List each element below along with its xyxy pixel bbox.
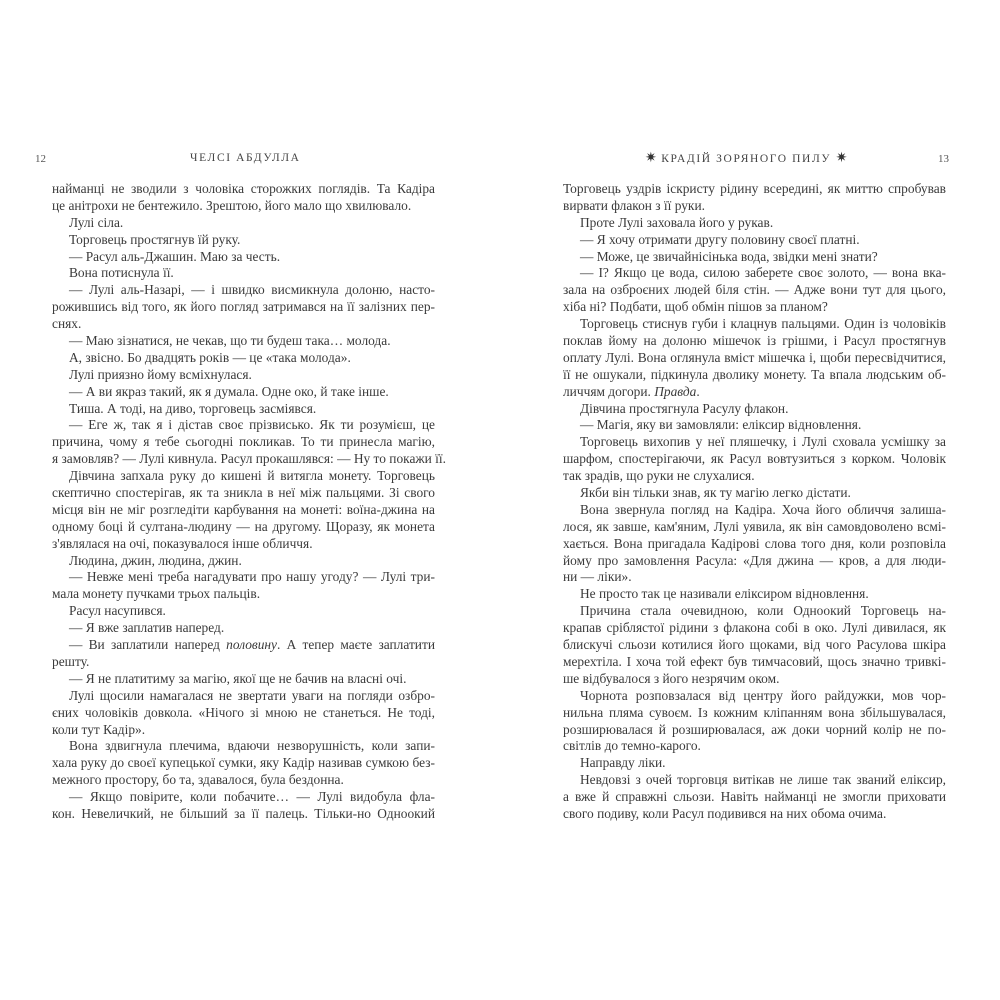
line-text: — Магія, яку ви замовляли: еліксир відновлення. <box>580 417 862 433</box>
text-line <box>563 282 946 299</box>
text-line <box>52 333 435 350</box>
text-line <box>563 502 946 519</box>
line-text: розширювалася й розширювалася, аж доки чорний колір не по- <box>563 721 946 737</box>
text-line <box>52 502 435 519</box>
line-text: личчям догори. <box>563 383 655 399</box>
line-text: Проте Лулі заховала його у рукав. <box>580 214 774 230</box>
text-line <box>563 350 946 367</box>
text-line <box>563 519 946 536</box>
line-text: а вже й справжні сльози. Навіть найманці не змогли приховати <box>563 789 946 805</box>
line-text: Торговець вихопив у неї пляшечку, і Лулі сховала усмішку за <box>580 434 946 450</box>
line-text: — Лулі аль-Назарі, — і швидко висмикнула долоню, насто- <box>69 282 435 298</box>
line-text: — Я вже заплатив наперед. <box>69 620 225 636</box>
line-text: кон. Невеличкий, не більший за її палець. Тільки-но Одноокий <box>52 805 435 821</box>
text-line <box>563 485 946 502</box>
line-text: решту. <box>52 653 90 669</box>
line-text: — Маю зізнатися, не чекав, що ти будеш така… молода. <box>69 333 391 349</box>
text-line <box>563 198 946 215</box>
line-text: Торговець стиснув губи і клацнув пальцями. Один із чоловіків <box>580 316 946 332</box>
line-text: шарфом, спостерігаючи, як Расул вовтузиться з корком. Чоловік <box>563 451 946 467</box>
text-line <box>52 772 435 789</box>
line-text: Лулі щосили намагалася не звертати уваги на погляди озбро- <box>69 687 435 703</box>
line-text: хіба ні? Подбати, щоб обмін пішов за планом? <box>563 299 828 315</box>
italic-word: половину <box>226 637 277 653</box>
running-head-text: КРАДІЙ ЗОРЯНОГО ПИЛУ <box>661 153 832 165</box>
line-text: межного простору, бо та, здавалося, була бездонна. <box>52 772 344 788</box>
line-text: йому про замовлення Расула: «Для джина — кров, а для люди- <box>563 552 946 568</box>
text-line <box>563 536 946 553</box>
line-text: так зрадів, що руки не слухалися. <box>563 468 755 484</box>
text-line <box>52 671 435 688</box>
text-line <box>52 536 435 553</box>
text-line <box>52 637 435 654</box>
line-text: найманці не зводили з чоловіка сторожких поглядів. Та Кадіра <box>52 181 435 196</box>
line-text: вирвати флакон з її руки. <box>563 197 705 213</box>
line-text: лося, як завше, кам'яним, Лулі уявила, як він самовдоволено всмі- <box>563 518 946 534</box>
line-text: це анітрохи не бентежило. Зрештою, його мало що хвилювало. <box>52 197 412 213</box>
text-line <box>52 485 435 502</box>
line-text: одному боці й султана-людину — на другому. Щоразу, як монета <box>52 518 435 534</box>
text-line <box>563 181 946 198</box>
line-text: — І? Якщо це вода, силою заберете своє золото, — вона вка- <box>580 265 946 281</box>
text-line <box>563 806 946 823</box>
line-text: хається. Вона пригадала Кадірові слова того дня, коли розповіла <box>563 535 946 551</box>
text-line <box>563 367 946 384</box>
italic-word: Правда <box>654 383 697 399</box>
text-line <box>52 806 435 823</box>
page-body <box>563 181 946 823</box>
text-line <box>52 654 435 671</box>
text-line <box>563 299 946 316</box>
text-line <box>52 553 435 570</box>
text-line <box>563 417 946 434</box>
line-text: — Якщо повірите, коли побачите… — Лулі видобула фла- <box>69 789 435 805</box>
line-text: Чорнота розповзалася від центру його райдужки, мов чор- <box>580 687 946 703</box>
line-text: Лулі сіла. <box>69 214 124 230</box>
text-line <box>52 586 435 603</box>
text-line <box>52 519 435 536</box>
line-text: ше відбувалося з його незрячим оком. <box>563 670 780 686</box>
text-line <box>563 401 946 418</box>
line-text: зала на озброєних людей біля стін. — Адже вони тут для цього, <box>563 282 946 298</box>
line-text: — Невже мені треба нагадувати про нашу угоду? — Лулі три- <box>69 569 435 585</box>
line-text: — Еге ж, так я і дістав своє прізвисько. Як ти розумієш, це <box>69 417 435 433</box>
text-line <box>563 265 946 282</box>
line-text: Вона здвигнула плечима, вдаючи незворушність, коли запи- <box>69 738 435 754</box>
text-line <box>563 215 946 232</box>
text-line <box>52 722 435 739</box>
line-text: Вона звернула погляд на Кадіра. Хоча його обличчя залиша- <box>580 501 946 517</box>
line-text: Тиша. А тоді, на диво, торговець засміявся. <box>69 400 317 416</box>
line-text: з'являлася на очі, показувалося інше обличчя. <box>52 535 313 551</box>
right-page <box>500 0 1000 1000</box>
text-line <box>563 671 946 688</box>
line-text: А, звісно. Бо двадцять років — це «така молода». <box>69 349 351 365</box>
text-line <box>52 367 435 384</box>
text-line <box>563 569 946 586</box>
line-text: коли тут Кадір». <box>52 721 146 737</box>
line-text: Дівчина простягнула Расулу флакон. <box>580 400 789 416</box>
text-line <box>563 586 946 603</box>
text-line <box>52 282 435 299</box>
text-line <box>563 688 946 705</box>
line-text: Дівчина запхала руку до кишені й витягла монету. Торговець <box>69 468 435 484</box>
text-line <box>563 384 946 401</box>
line-text: — Я не платитиму за магію, якої ще не бачив на власні очі. <box>69 670 407 686</box>
text-line <box>563 772 946 789</box>
line-text: Не просто так це називали еліксиром відновлення. <box>580 586 869 602</box>
line-text-tail: . А тепер маєте заплатити <box>277 637 435 653</box>
line-text: причина, чому я тебе сьогодні покликав. То ти принесла магію, <box>52 434 435 450</box>
line-text: — Ви заплатили наперед <box>69 637 227 653</box>
text-line <box>52 603 435 620</box>
text-line <box>52 350 435 367</box>
text-line <box>563 620 946 637</box>
text-line <box>563 637 946 654</box>
page-body <box>52 181 446 823</box>
line-text: мала монету пучками трьох пальців. <box>52 586 261 602</box>
line-text: хала руку до своєї купецької сумки, яку Кадір називав сумкою без- <box>52 755 435 771</box>
text-line <box>52 434 435 451</box>
line-text: снях. <box>52 316 82 332</box>
line-text: мерехтіла. І хоча той ефект був тимчасовий, щось значно тривкі- <box>563 653 946 669</box>
text-line <box>563 789 946 806</box>
text-line <box>563 603 946 620</box>
line-text: поклав йому на долоню мішечок із грішми, і Расул простягнув <box>563 333 946 349</box>
text-line <box>563 249 946 266</box>
line-text: — Я хочу отримати другу половину своєї платні. <box>580 231 860 247</box>
text-line <box>52 384 435 401</box>
line-text: ни — ліки». <box>563 569 632 585</box>
text-line <box>52 316 435 333</box>
text-line <box>563 316 946 333</box>
line-text: скептично спостерігав, як та зникла в неї між пальцями. Зі свого <box>52 485 435 501</box>
text-line <box>563 654 946 671</box>
text-line <box>563 705 946 722</box>
page-number: 12 <box>35 153 46 165</box>
text-line <box>52 789 435 806</box>
line-text: Торговець уздрів іскристу рідину всередині, як миттю спробував <box>563 181 946 196</box>
line-text: Людина, джин, людина, джин. <box>69 552 242 568</box>
running-head-author: ЧЕЛСІ АБДУЛЛА <box>190 152 301 164</box>
text-line <box>52 620 435 637</box>
star-ornament-icon: ✷ <box>835 151 848 166</box>
text-line <box>52 401 435 418</box>
text-line <box>563 333 946 350</box>
line-text: я замовляв? — Лулі кивнула. Расул прокашлявся: — Ну то покажи її. <box>52 451 446 467</box>
text-line <box>563 722 946 739</box>
text-line <box>52 215 435 232</box>
text-line <box>52 198 435 215</box>
text-line <box>52 738 435 755</box>
text-line <box>52 755 435 772</box>
text-line <box>52 249 435 266</box>
line-text: рожившись від того, як його погляд затримався на її залізних пер- <box>52 299 435 315</box>
text-line <box>52 468 435 485</box>
line-text: Невдовзі з очей торговця витікав не лише так званий еліксир, <box>580 772 946 788</box>
line-text: свого подиву, коли Расул подивився на них обома очима. <box>563 805 887 821</box>
line-text: — А ви якраз такий, як я думала. Одне око, й таке інше. <box>69 383 389 399</box>
text-line <box>52 265 435 282</box>
text-line <box>52 688 435 705</box>
line-text-tail: . <box>696 383 700 399</box>
page-number: 13 <box>938 153 949 165</box>
text-line <box>52 181 435 198</box>
line-text: місця він не міг розгледіти карбування на монеті: воїна-джина на <box>52 501 435 517</box>
line-text: Лулі приязно йому всміхнулася. <box>69 366 252 382</box>
line-text: Вона потиснула її. <box>69 265 174 281</box>
running-head-title <box>645 150 847 167</box>
line-text: Якби він тільки знав, як ту магію легко дістати. <box>580 485 851 501</box>
star-ornament-icon: ✷ <box>645 151 657 166</box>
text-line <box>52 417 435 434</box>
text-line <box>563 755 946 772</box>
text-line <box>563 738 946 755</box>
text-line <box>52 299 435 316</box>
line-text: Торговець простягнув їй руку. <box>69 231 241 247</box>
line-text: Направду ліки. <box>580 755 666 771</box>
line-text: — Може, це звичайнісінька вода, звідки мені знати? <box>580 248 878 264</box>
line-text: світлів до темно-карого. <box>563 738 701 754</box>
text-line <box>52 232 435 249</box>
text-line <box>52 451 446 468</box>
line-text: блискучі сльози котилися його щоками, від чого Расулова шкіра <box>563 637 946 653</box>
text-line <box>52 705 435 722</box>
line-text: нильна пляма сувоєм. Із кожним кліпанням вона збільшувалася, <box>563 704 946 720</box>
line-text: крапав сріблястої рідини з флакона собі в око. Лулі дивилася, як <box>563 620 946 636</box>
text-line <box>563 451 946 468</box>
text-line <box>563 434 946 451</box>
line-text: — Расул аль-Джашин. Маю за честь. <box>69 248 281 264</box>
text-line <box>563 468 946 485</box>
line-text: Расул насупився. <box>69 603 166 619</box>
line-text: оплату Лулі. Вона оглянула вміст мішечка і, щоби пересвідчитися, <box>563 349 946 365</box>
text-line <box>52 569 435 586</box>
text-line <box>563 553 946 570</box>
line-text: Причина стала очевидною, коли Одноокий Торговець на- <box>580 603 946 619</box>
line-text: єних чоловіків довкола. «Нічого зі мною не станеться. Не тоді, <box>52 704 435 720</box>
line-text: її не ошукали, підкинула дволику монету. Та впала людським об- <box>563 366 946 382</box>
text-line <box>563 232 946 249</box>
